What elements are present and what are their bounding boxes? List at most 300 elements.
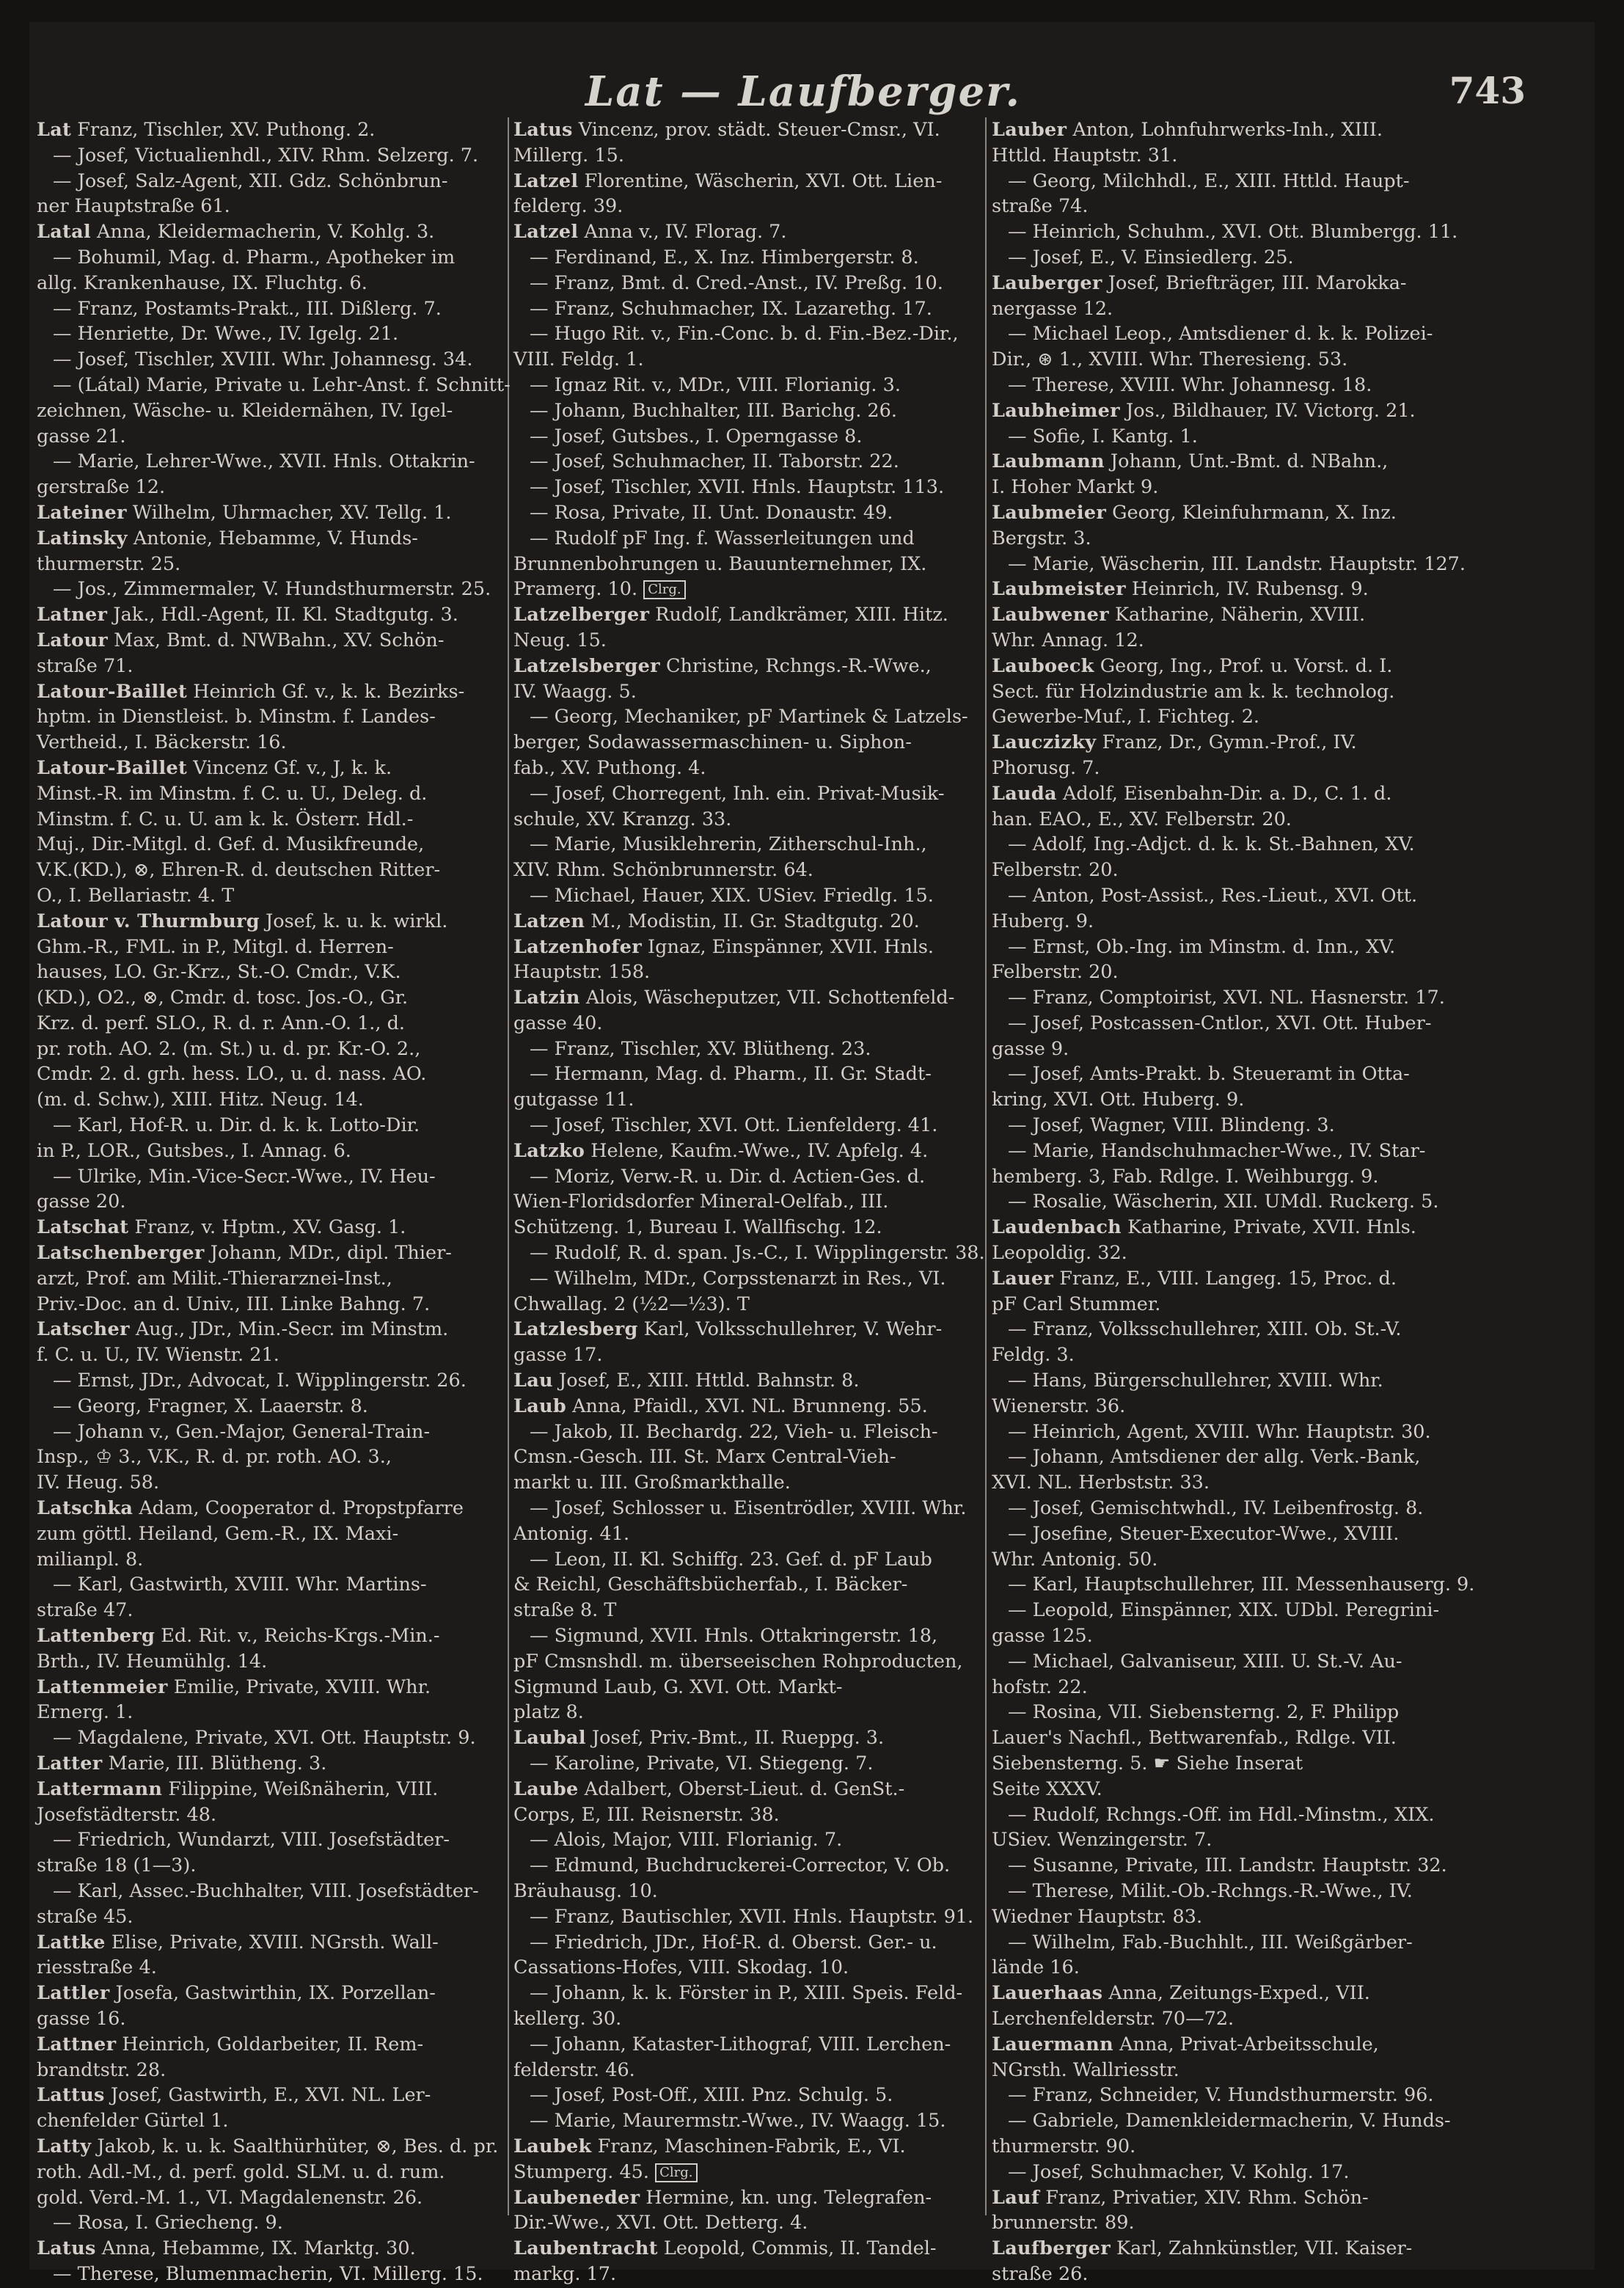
- entry-text: Anna, Privat-Arbeitsschule,: [1113, 2033, 1379, 2055]
- entry-continuation: [992, 2006, 1461, 2032]
- entry-line: [513, 219, 983, 245]
- entry-surname: Latinsky: [37, 527, 128, 549]
- entry-text: f. C. u. U., IV. Wienstr. 21.: [37, 1344, 279, 1367]
- entry-text: — Marie, Wäscherin, III. Landstr. Hauptstr. 127.: [1008, 552, 1466, 575]
- entry-text: — Franz, Volksschullehrer, XIII. Ob. St.-V.: [1008, 1318, 1402, 1341]
- entry-continuation: [513, 245, 983, 271]
- entry-continuation: [513, 1164, 983, 1190]
- entry-continuation: [992, 552, 1466, 577]
- entry-surname: Laubwener: [992, 604, 1109, 626]
- entry-text: — Josef, Postcassen-Cntlor., XVI. Ott. Huber-: [1008, 1012, 1432, 1034]
- entry-continuation: [992, 1113, 1461, 1138]
- entry-text: VIII. Feldg. 1.: [513, 348, 644, 371]
- entry-continuation: [513, 1853, 983, 1879]
- entry-continuation: [513, 1011, 983, 1037]
- entry-text: — Josef, Schuhmacher, II. Taborstr. 22.: [530, 450, 899, 473]
- entry-text: Franz, Maschinen-Fabrik, E., VI.: [591, 2135, 906, 2157]
- entry-text: Leopoldig. 32.: [992, 1242, 1127, 1265]
- directory-column-2: [513, 117, 985, 2285]
- entry-continuation: [992, 1292, 1461, 1317]
- entry-text: Wilhelm, Uhrmacher, XV. Tellg. 1.: [126, 501, 452, 524]
- entry-text: straße 26.: [992, 2262, 1089, 2285]
- entry-text: Josef, E., XIII. Httld. Bahnstr. 8.: [552, 1370, 860, 1392]
- entry-surname: Lauer: [992, 1267, 1054, 1290]
- entry-text: — Wilhelm, Fab.-Buchhlt., III. Weißgärber-: [1008, 1931, 1413, 1953]
- entry-text: Rudolf, Landkrämer, XIII. Hitz.: [649, 604, 948, 626]
- entry-line: [513, 654, 983, 679]
- entry-continuation: [992, 1598, 1461, 1623]
- entry-continuation: [37, 1879, 506, 1904]
- entry-surname: Lattus: [37, 2084, 105, 2107]
- entry-text: gasse 125.: [992, 1625, 1093, 1648]
- entry-continuation: [992, 1444, 1461, 1470]
- entry-continuation: [37, 1037, 506, 1062]
- entry-text: — Rosa, Private, II. Unt. Donaustr. 49.: [530, 501, 893, 524]
- entry-text: Gewerbe-Muf., I. Fichteg. 2.: [992, 706, 1260, 728]
- entry-continuation: [513, 781, 983, 807]
- entry-continuation: [513, 730, 983, 756]
- entry-continuation: [37, 935, 506, 960]
- entry-text: — Heinrich, Agent, XVIII. Whr. Hauptstr. 30.: [1008, 1420, 1431, 1443]
- entry-line: [992, 602, 1461, 628]
- entry-surname: Laubmeister: [992, 578, 1126, 601]
- entry-continuation: [37, 296, 506, 322]
- entry-text: Franz, Dr., Gymn.-Prof., IV.: [1096, 731, 1357, 754]
- entry-text: Huberg. 9.: [992, 910, 1094, 932]
- entry-continuation: [992, 1572, 1475, 1598]
- entry-continuation: [37, 2210, 506, 2236]
- entry-continuation: [513, 1037, 983, 1062]
- entry-text: — Anton, Post-Assist., Res.-Lieut., XVI. Ott.: [1008, 884, 1418, 907]
- entry-text: — Hermann, Mag. d. Pharm., II. Gr. Stadt-: [530, 1063, 932, 1086]
- entry-text: — Wilhelm, MDr., Corpsstenarzt in Res., VI.: [530, 1267, 946, 1290]
- entry-text: M., Modistin, II. Gr. Stadtgutg. 20.: [585, 910, 920, 932]
- entry-continuation: [513, 628, 983, 654]
- entry-surname: Latal: [37, 221, 91, 244]
- entry-text: Sect. für Holzindustrie am k. k. technolog.: [992, 680, 1395, 703]
- entry-text: Franz, v. Hptm., XV. Gasg. 1.: [128, 1216, 406, 1239]
- entry-text: — Michael, Galvaniseur, XIII. U. St.-V. Au-: [1008, 1650, 1402, 1673]
- entry-text: thurmerstr. 90.: [992, 2135, 1136, 2157]
- entry-text: Cassations-Hofes, VIII. Skodag. 10.: [513, 1956, 849, 1979]
- entry-surname: Laubeneder: [513, 2186, 640, 2209]
- entry-text: Franz, E., VIII. Langeg. 15, Proc. d.: [1053, 1267, 1397, 1290]
- entry-text: Heinrich Gf. v., k. k. Bezirks-: [187, 680, 465, 703]
- entry-continuation: [513, 1470, 983, 1496]
- entry-text: Dir., ⊛ 1., XVIII. Whr. Theresieng. 53.: [992, 348, 1348, 371]
- entry-continuation: [37, 832, 506, 858]
- entry-text: — Moriz, Verw.-R. u. Dir. d. Actien-Ges. d.: [530, 1165, 926, 1188]
- entry-text: — Johann, Amtsdiener der allg. Verk.-Bank,: [1008, 1446, 1421, 1469]
- entry-text: Millerg. 15.: [513, 144, 624, 167]
- entry-line: [37, 602, 506, 628]
- entry-continuation: [513, 321, 983, 347]
- entry-surname: Lauda: [992, 782, 1057, 805]
- entry-continuation: [992, 169, 1461, 194]
- entry-surname: Lauber: [992, 119, 1067, 141]
- entry-text: — Jakob, II. Bechardg. 22, Vieh- u. Fleisch-: [530, 1420, 938, 1443]
- entry-text: — Josef, Tischler, XVII. Hnls. Hauptstr. 113.: [530, 476, 945, 499]
- entry-text: Florentine, Wäscherin, XVI. Ott. Lien-: [578, 169, 943, 192]
- entry-continuation: [37, 985, 506, 1011]
- entry-continuation: [513, 1700, 983, 1725]
- entry-text: Marie, III. Blütheng. 3.: [102, 1752, 327, 1775]
- entry-continuation: [513, 500, 983, 526]
- entry-continuation: [37, 1904, 506, 1930]
- entry-text: — Josef, Chorregent, Inh. ein. Privat-Musik-: [530, 782, 945, 805]
- entry-continuation: [37, 143, 506, 169]
- entry-continuation: [513, 1189, 983, 1215]
- entry-continuation: [992, 219, 1461, 245]
- entry-text: — Johann, k. k. Förster in P., XIII. Speis. Feld-: [530, 1982, 963, 2005]
- entry-text: Josef, Priv.-Bmt., II. Rueppg. 3.: [585, 1727, 885, 1750]
- entry-continuation: [37, 2262, 506, 2287]
- entry-line: [992, 577, 1461, 602]
- column-divider: [508, 117, 509, 2215]
- entry-line: [513, 1138, 983, 1164]
- entry-text: pF Carl Stummer.: [992, 1293, 1161, 1315]
- entry-text: — Karl, Hauptschullehrer, III. Messenhauserg. 9.: [1008, 1574, 1475, 1596]
- entry-text: — Rosa, I. Griecheng. 9.: [53, 2212, 283, 2234]
- entry-continuation: [513, 271, 983, 296]
- entry-continuation: [513, 1113, 983, 1138]
- entry-text: — Michael, Hauer, XIX. USiev. Friedlg. 15.: [530, 884, 934, 907]
- entry-surname: Latzelsberger: [513, 654, 660, 677]
- entry-text: pr. roth. AO. 2. (m. St.) u. d. pr. Kr.-O. 2.,: [37, 1037, 421, 1060]
- entry-surname: Latty: [37, 2135, 92, 2157]
- entry-text: Krz. d. perf. SLO., R. d. r. Ann.-O. 1., d.: [37, 1012, 406, 1034]
- entry-text: straße 45.: [37, 1905, 133, 1928]
- entry-text: Felberstr. 20.: [992, 859, 1119, 882]
- entry-line: [37, 219, 506, 245]
- directory-column-3: [992, 117, 1475, 2285]
- entry-line: [513, 2134, 983, 2160]
- entry-continuation: [37, 654, 506, 679]
- entry-text: Anna v., IV. Florag. 7.: [578, 221, 787, 244]
- entry-line: [37, 1930, 506, 1956]
- entry-surname: Laube: [513, 1777, 579, 1800]
- entry-text: — Alois, Major, VIII. Florianig. 7.: [530, 1829, 843, 1852]
- entry-continuation: [992, 475, 1461, 500]
- entry-continuation: [513, 373, 983, 398]
- entry-continuation: [513, 1675, 983, 1700]
- entry-line: [513, 2185, 983, 2211]
- entry-line: [37, 756, 506, 781]
- entry-text: riesstraße 4.: [37, 1956, 157, 1979]
- entry-continuation: [513, 1496, 983, 1521]
- entry-continuation: [992, 704, 1461, 730]
- entry-continuation: [992, 2058, 1461, 2083]
- entry-text: — Josef, Amts-Prakt. b. Steueramt in Otta-: [1008, 1063, 1410, 1086]
- entry-continuation: [513, 832, 983, 858]
- entry-line: [513, 1777, 983, 1802]
- entry-line: [37, 117, 506, 143]
- entry-continuation: [992, 1751, 1461, 1777]
- entry-continuation: [513, 1547, 983, 1573]
- entry-line: [37, 526, 506, 552]
- entry-continuation: [37, 552, 506, 577]
- entry-continuation: [513, 347, 983, 373]
- entry-text: — Johann, Kataster-Lithograf, VIII. Lerchen-: [530, 2033, 951, 2055]
- entry-continuation: [992, 1675, 1461, 1700]
- entry-text: Lerchenfelderstr. 70—72.: [992, 2007, 1235, 2030]
- entry-text: Heinrich, Goldarbeiter, II. Rem-: [116, 2033, 424, 2055]
- entry-text: — Karl, Assec.-Buchhalter, VIII. Josefstädter-: [53, 1879, 479, 1902]
- entry-surname: Latus: [513, 119, 573, 141]
- entry-continuation: [992, 143, 1461, 169]
- entry-text: Ghm.-R., FML. in P., Mitgl. d. Herren-: [37, 935, 394, 958]
- entry-text: I. Hoher Markt 9.: [992, 476, 1159, 499]
- entry-text: chenfelder Gürtel 1.: [37, 2110, 229, 2132]
- entry-continuation: [513, 1292, 983, 1317]
- entry-continuation: [37, 1087, 506, 1113]
- entry-continuation: [513, 2006, 983, 2032]
- entry-text: Heinrich, IV. Rubensg. 9.: [1125, 578, 1369, 601]
- entry-continuation: [992, 1138, 1461, 1164]
- entry-text: Neug. 15.: [513, 629, 607, 651]
- entry-text: markg. 17.: [513, 2262, 617, 2285]
- entry-text: — Josef, Gemischtwhdl., IV. Leibenfrostg. 8.: [1008, 1497, 1424, 1520]
- entry-continuation: [992, 1930, 1461, 1956]
- entry-text: — Franz, Tischler, XV. Blütheng. 23.: [530, 1037, 871, 1060]
- entry-text: Corps, E, III. Reisnerstr. 38.: [513, 1803, 780, 1826]
- entry-text: ner Hauptstraße 61.: [37, 195, 230, 218]
- entry-text: Antonig. 41.: [513, 1522, 630, 1545]
- entry-continuation: [37, 1266, 506, 1292]
- entry-text: V.K.(KD.), ⊗, Ehren-R. d. deutschen Ritter-: [37, 859, 441, 882]
- entry-text: — Karl, Hof-R. u. Dir. d. k. k. Lotto-Dir.: [53, 1114, 420, 1137]
- entry-text: Ed. Rit. v., Reichs-Krgs.-Min.-: [155, 1625, 440, 1648]
- entry-text: Whr. Antonig. 50.: [992, 1548, 1158, 1571]
- entry-continuation: [37, 1342, 506, 1368]
- entry-text: — Josefine, Steuer-Executor-Wwe., XVIII.: [1008, 1522, 1400, 1545]
- entry-continuation: [992, 1419, 1461, 1445]
- entry-text: Bergstr. 3.: [992, 527, 1091, 549]
- entry-text: Adam, Cooperator d. Propstpfarre: [133, 1497, 464, 1520]
- entry-continuation: [513, 1266, 983, 1292]
- entry-text: Brth., IV. Heumühlg. 14.: [37, 1650, 268, 1673]
- entry-continuation: [513, 1827, 983, 1853]
- entry-text: XIV. Rhm. Schönbrunnerstr. 64.: [513, 859, 813, 882]
- entry-text: Anton, Lohnfuhrwerks-Inh., XIII.: [1067, 119, 1383, 141]
- entry-continuation: [992, 1342, 1461, 1368]
- entry-text: Josef, k. u. k. wirkl.: [259, 910, 448, 932]
- entry-text: — Josef, Wagner, VIII. Blindeng. 3.: [1008, 1114, 1335, 1137]
- entry-continuation: [992, 960, 1461, 985]
- entry-continuation: [37, 245, 506, 271]
- entry-text: — Josef, Schuhmacher, V. Kohlg. 17.: [1008, 2160, 1350, 2183]
- entry-continuation: [992, 1547, 1461, 1573]
- entry-continuation: [37, 449, 506, 475]
- entry-text: — Susanne, Private, III. Landstr. Hauptstr. 32.: [1008, 1854, 1447, 1877]
- entry-surname: Latus: [37, 2237, 96, 2260]
- entry-text: — Johann, Buchhalter, III. Barichg. 26.: [530, 399, 897, 422]
- entry-text: Wien-Floridsdorfer Mineral-Oelfab., III.: [513, 1191, 889, 1213]
- entry-text: zum göttl. Heiland, Gem.-R., IX. Maxi-: [37, 1522, 399, 1545]
- entry-continuation: [37, 475, 506, 500]
- entry-text: straße 47.: [37, 1599, 133, 1622]
- entry-surname: Lattermann: [37, 1777, 163, 1800]
- entry-text: Muj., Dir.-Mitgl. d. Gef. d. Musikfreunde,: [37, 833, 425, 856]
- entry-surname: Latour v. Thurmburg: [37, 910, 260, 932]
- entry-text: Wienerstr. 36.: [992, 1395, 1126, 1417]
- entry-continuation: [992, 628, 1461, 654]
- entry-text: IV. Waagg. 5.: [513, 680, 637, 703]
- entry-continuation: [37, 960, 506, 985]
- entry-continuation: [513, 424, 983, 450]
- entry-text: Dir.-Wwe., XVI. Ott. Detterg. 4.: [513, 2212, 808, 2234]
- entry-text: — Ernst, JDr., Advocat, I. Wipplingerstr. 26.: [53, 1370, 467, 1392]
- entry-continuation: [992, 321, 1461, 347]
- entry-continuation: [37, 1827, 506, 1853]
- entry-text: hemberg. 3, Fab. Rdlge. I. Weihburgg. 9.: [992, 1165, 1379, 1188]
- entry-text: — Marie, Lehrer-Wwe., XVII. Hnls. Ottakrin-: [53, 450, 475, 473]
- entry-continuation: [37, 347, 506, 373]
- entry-text: USiev. Wenzingerstr. 7.: [992, 1829, 1212, 1852]
- entry-surname: Lattner: [37, 2033, 117, 2055]
- entry-text: — Rosalie, Wäscherin, XII. UMdl. Ruckerg. 5.: [1008, 1191, 1439, 1213]
- entry-text: — Josef, Tischler, XVI. Ott. Lienfelderg. 41.: [530, 1114, 938, 1137]
- entry-line: [992, 1266, 1461, 1292]
- entry-continuation: [992, 2108, 1461, 2134]
- entry-surname: Lauerhaas: [992, 1982, 1103, 2005]
- entry-text: — Josef, Tischler, XVIII. Whr. Johannesg. 34.: [53, 348, 473, 371]
- entry-continuation: [513, 756, 983, 781]
- entry-line: [37, 1675, 506, 1700]
- entry-line: [37, 2236, 506, 2262]
- entry-text: O., I. Bellariastr. 4. T: [37, 884, 235, 907]
- entry-text: — Franz, Schuhmacher, IX. Lazarethg. 17.: [530, 297, 932, 320]
- entry-surname: Lauermann: [992, 2033, 1113, 2055]
- entry-text: — Johann v., Gen.-Major, General-Train-: [53, 1420, 431, 1443]
- entry-continuation: [992, 347, 1461, 373]
- entry-continuation: [992, 1700, 1461, 1725]
- entry-text: Priv.-Doc. an d. Univ., III. Linke Bahng. 7.: [37, 1293, 431, 1315]
- entry-text: — Marie, Handschuhmacher-Wwe., IV. Star-: [1008, 1139, 1426, 1162]
- entry-continuation: [513, 1572, 983, 1598]
- entry-text: arzt, Prof. am Milit.-Thierarznei-Inst.,: [37, 1267, 392, 1290]
- entry-surname: Lauczizky: [992, 731, 1097, 754]
- entry-continuation: [992, 1011, 1461, 1037]
- entry-text: — Rosina, VII. Siebensterng. 2, F. Philipp: [1008, 1701, 1400, 1724]
- entry-continuation: [992, 1521, 1461, 1547]
- entry-text: Cmdr. 2. d. grh. hess. LO., u. d. nass. AO.: [37, 1063, 427, 1086]
- entry-text: — Karl, Gastwirth, XVIII. Whr. Martins-: [53, 1574, 427, 1596]
- entry-continuation: [37, 883, 506, 909]
- entry-text: — Franz, Comptoirist, XVI. NL. Hasnerstr. 17.: [1008, 987, 1445, 1009]
- entry-continuation: [513, 2032, 983, 2058]
- entry-text: lände 16.: [992, 1956, 1080, 1979]
- entry-text: — Josef, Gutsbes., I. Operngasse 8.: [530, 425, 863, 447]
- entry-continuation: [37, 577, 506, 602]
- entry-surname: Lat: [37, 119, 72, 141]
- entry-continuation: [992, 296, 1461, 322]
- entry-text: Wiedner Hauptstr. 83.: [992, 1905, 1203, 1928]
- entry-text: Anna, Pfaidl., XVI. NL. Brunneng. 55.: [566, 1395, 928, 1417]
- entry-line: [513, 985, 983, 1011]
- entry-text: Anna, Hebamme, IX. Marktg. 30.: [95, 2237, 416, 2260]
- entry-continuation: [992, 2134, 1461, 2160]
- entry-continuation: [37, 1394, 506, 1419]
- entry-text: Franz, Tischler, XV. Puthong. 2.: [71, 119, 376, 141]
- entry-text: markt u. III. Großmarkthalle.: [513, 1472, 791, 1494]
- entry-text: thurmerstr. 25.: [37, 552, 181, 575]
- entry-line: [37, 2032, 506, 2058]
- entry-continuation: [992, 1904, 1461, 1930]
- entry-surname: Latner: [37, 604, 108, 626]
- entry-continuation: [513, 1419, 983, 1445]
- entry-continuation: [37, 1470, 506, 1496]
- entry-text: — Hugo Rit. v., Fin.-Conc. b. d. Fin.-Bez.-Dir.,: [530, 323, 959, 346]
- entry-line: [37, 2134, 506, 2160]
- entry-text: — Ignaz Rit. v., MDr., VIII. Florianig. 3.: [530, 373, 901, 396]
- entry-text: pF Cmsnshdl. m. überseeischen Rohproducten,: [513, 1650, 963, 1673]
- entry-line: [37, 1240, 506, 1266]
- entry-continuation: [37, 807, 506, 833]
- entry-surname: Lattenberg: [37, 1625, 156, 1648]
- entry-continuation: [992, 2262, 1461, 2287]
- entry-text: — Rudolf, Rchngs.-Off. im Hdl.-Minstm., XIX.: [1008, 1803, 1435, 1826]
- entry-text: — Josef, Post-Off., XIII. Pnz. Schulg. 5.: [530, 2084, 893, 2107]
- entry-text: — Ferdinand, E., X. Inz. Himbergerstr. 8.: [530, 246, 919, 268]
- entry-surname: Latzko: [513, 1139, 585, 1162]
- entry-surname: Laubentracht: [513, 2237, 658, 2260]
- entry-continuation: [992, 526, 1461, 552]
- entry-text: Feldg. 3.: [992, 1344, 1075, 1367]
- entry-continuation: [37, 1700, 506, 1725]
- entry-continuation: [513, 1930, 983, 1956]
- entry-continuation: [992, 858, 1461, 883]
- entry-text: Httld. Hauptstr. 31.: [992, 144, 1178, 167]
- entry-continuation: [513, 1521, 983, 1547]
- entry-line: [513, 909, 983, 935]
- entry-text: kring, XVI. Ott. Huberg. 9.: [992, 1089, 1245, 1111]
- entry-line: [992, 1215, 1461, 1240]
- entry-continuation: [37, 1853, 506, 1879]
- entry-text: — Hans, Bürgerschullehrer, XVIII. Whr.: [1008, 1370, 1383, 1392]
- entry-continuation: [37, 2006, 506, 2032]
- entry-text: — (Látal) Marie, Private u. Lehr-Anst. f. Schnitt-: [53, 373, 511, 396]
- entry-line: [37, 1496, 506, 1521]
- entry-text: roth. Adl.-M., d. perf. gold. SLM. u. d. rum.: [37, 2160, 445, 2183]
- entry-continuation: [513, 2058, 983, 2083]
- entry-text: han. EAO., E., XV. Felberstr. 20.: [992, 808, 1292, 830]
- entry-text: Anna, Zeitungs-Exped., VII.: [1102, 1982, 1370, 2005]
- entry-text: Vincenz, prov. städt. Steuer-Cmsr., VI.: [572, 119, 940, 141]
- entry-continuation: [37, 1572, 506, 1598]
- entry-text: — Edmund, Buchdruckerei-Corrector, V. Ob.: [530, 1854, 951, 1877]
- entry-continuation: [513, 1061, 983, 1087]
- entry-text: — Georg, Milchhdl., E., XIII. Httld. Haupt-: [1008, 169, 1410, 192]
- entry-continuation: [992, 1061, 1461, 1087]
- entry-line: [992, 1981, 1461, 2006]
- entry-text: Josefstädterstr. 48.: [37, 1803, 217, 1826]
- entry-continuation: [992, 1037, 1461, 1062]
- entry-line: [992, 730, 1461, 756]
- entry-surname: Lattenmeier: [37, 1675, 168, 1698]
- entry-text: Alois, Wäscheputzer, VII. Schottenfeld-: [579, 987, 955, 1009]
- entry-continuation: [513, 1444, 983, 1470]
- entry-line: [992, 654, 1461, 679]
- entry-text: Filippine, Weißnäherin, VIII.: [162, 1777, 439, 1800]
- entry-line: [37, 679, 506, 705]
- entry-text: Georg, Kleinfuhrmann, X. Inz.: [1106, 501, 1397, 524]
- entry-text: Josef, Briefträger, III. Marokka-: [1102, 271, 1407, 294]
- entry-continuation: [992, 1470, 1461, 1496]
- entry-continuation: [513, 1342, 983, 1368]
- entry-continuation: [37, 1292, 506, 1317]
- entry-continuation: [513, 1649, 983, 1675]
